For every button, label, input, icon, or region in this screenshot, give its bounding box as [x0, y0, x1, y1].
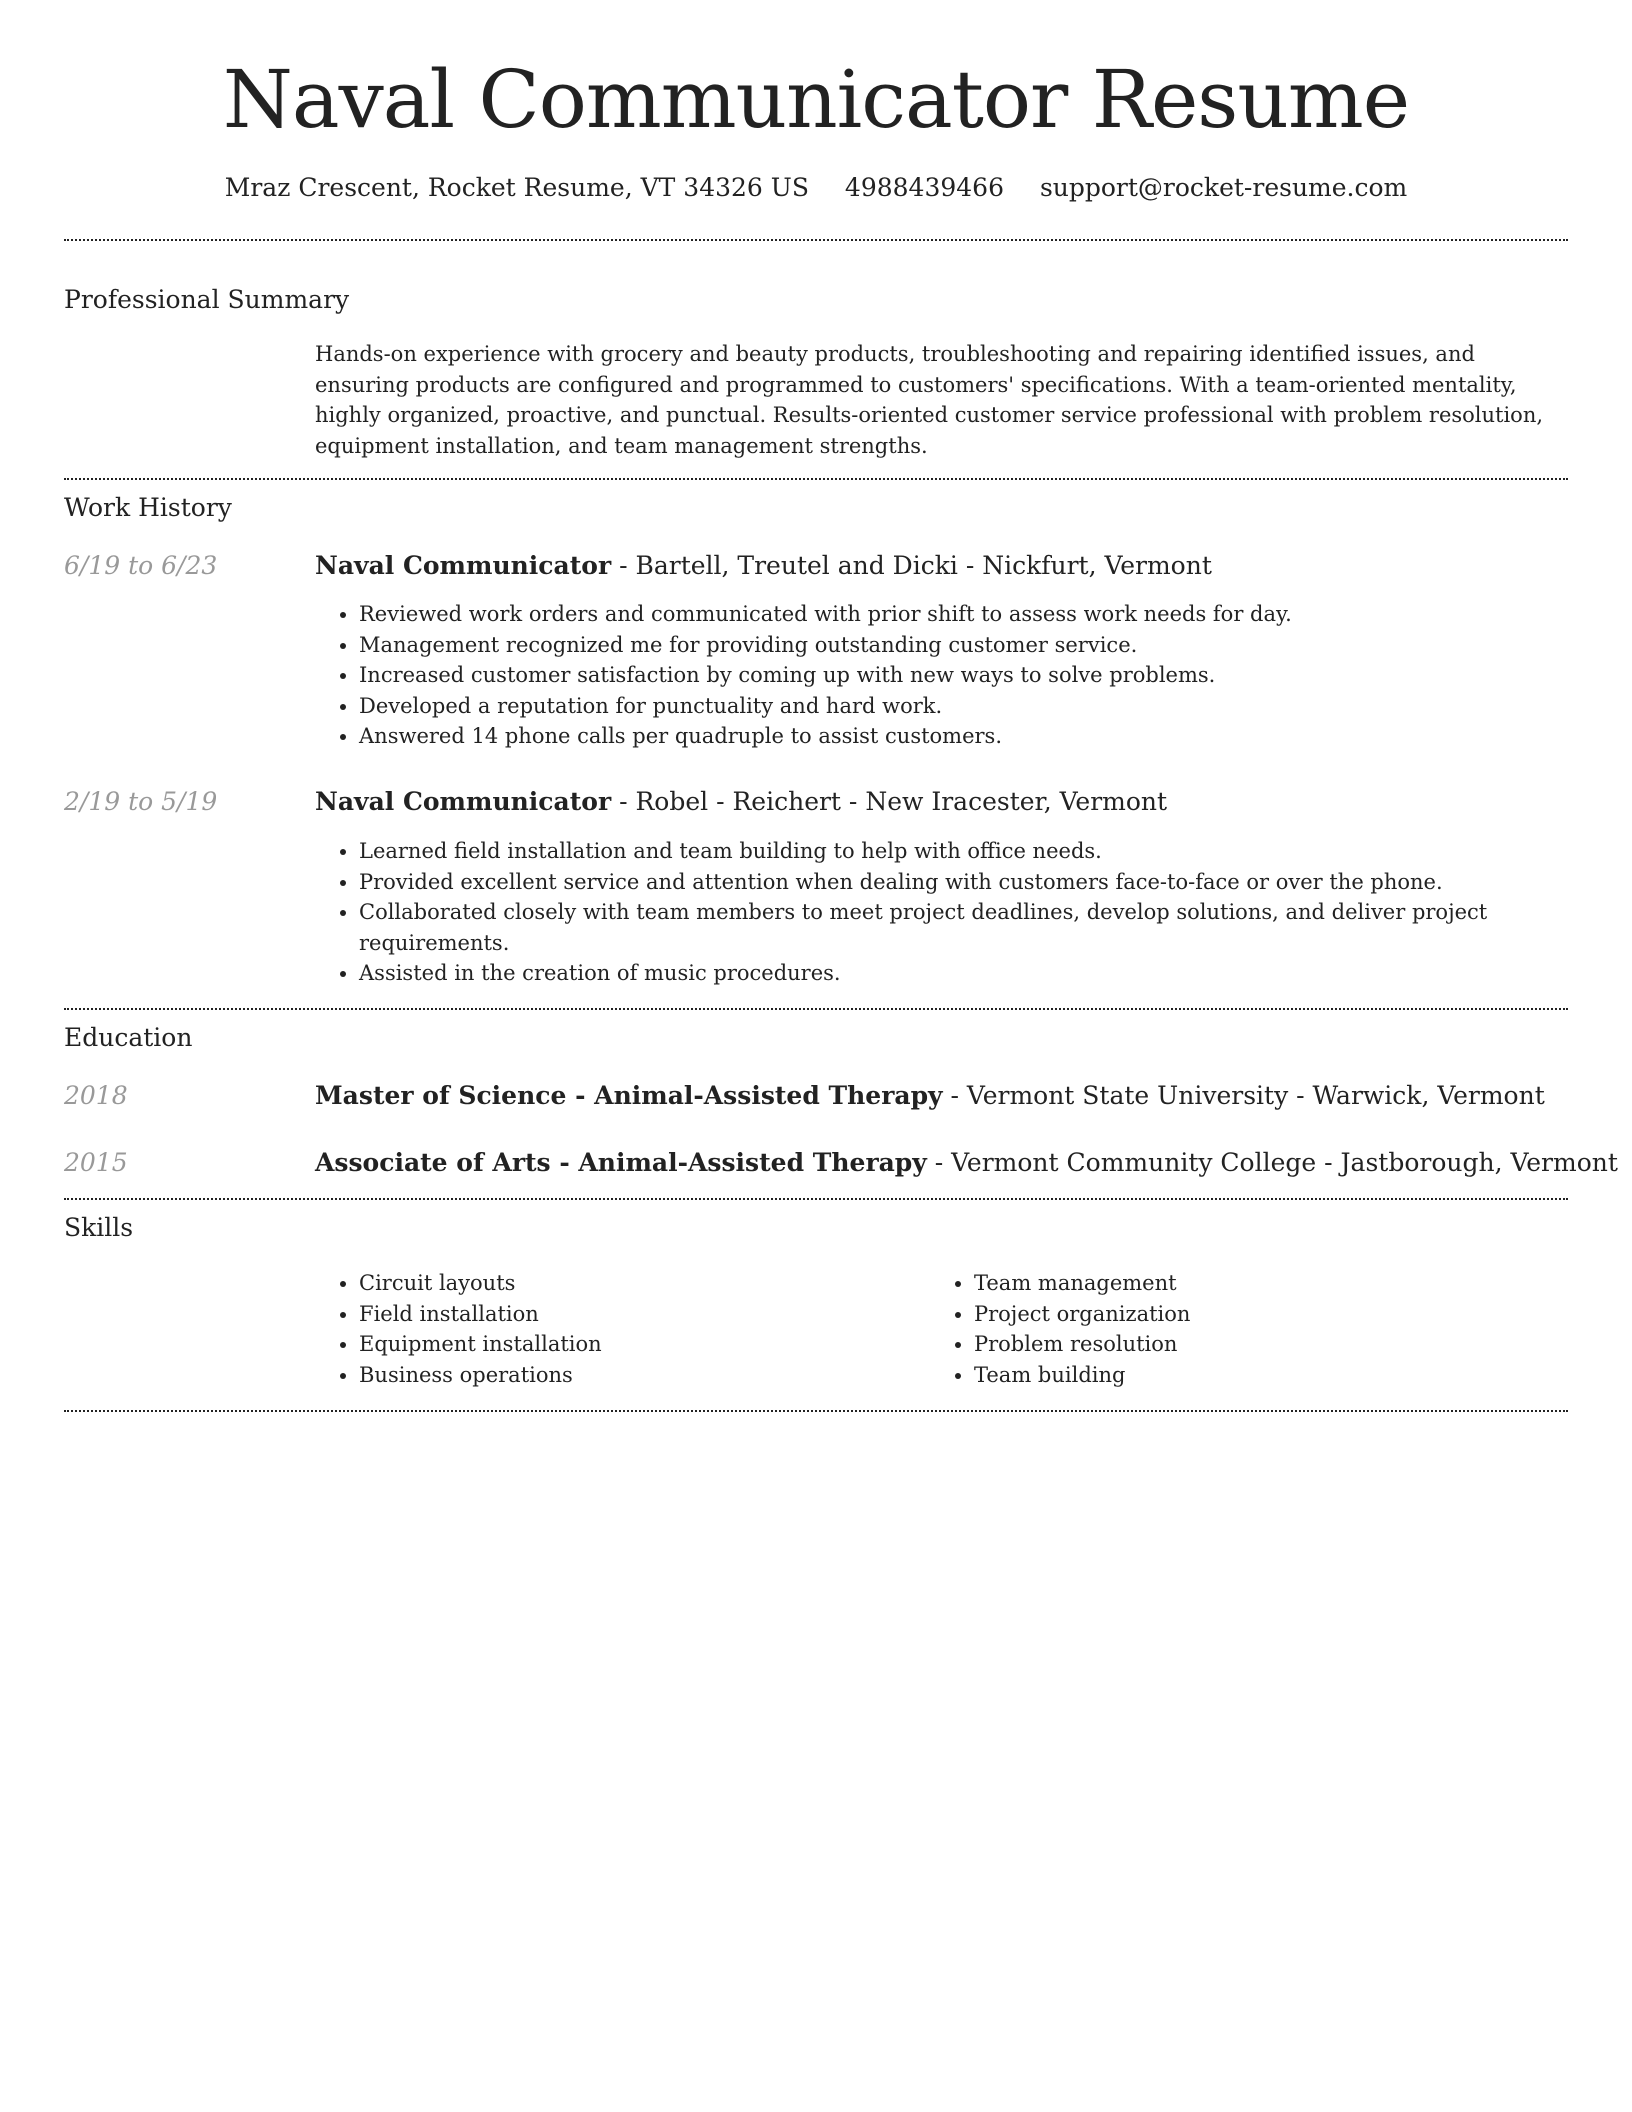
education-entry: [315, 1145, 1618, 1181]
job-bullets: [315, 836, 1559, 989]
list-item: • Increased customer satisfaction by coming up with new ways to solve problems.: [359, 660, 1559, 691]
list-item: • Project organization: [974, 1299, 1534, 1330]
list-item: • Team building: [974, 1360, 1534, 1391]
job-details: - Robel - Reichert - New Iracester, Vermont: [611, 787, 1168, 816]
resume-title: Naval Communicator Resume: [222, 53, 1410, 146]
section-divider: [64, 1008, 1568, 1010]
education-degree: Master of Science - Animal-Assisted Therapy: [315, 1081, 943, 1110]
contact-phone: 4988439466: [844, 173, 1004, 202]
job-role: Naval Communicator: [315, 787, 612, 816]
contact-email: support@rocket-resume.com: [1039, 173, 1408, 202]
list-item: • Equipment installation: [359, 1329, 919, 1360]
list-item: • Reviewed work orders and communicated with prior shift to assess work needs for day.: [359, 599, 1559, 630]
summary-heading: Professional Summary: [64, 285, 350, 314]
education-details: - Vermont Community College - Jastborough, Vermont: [926, 1148, 1618, 1177]
job-details: - Bartell, Treutel and Dicki - Nickfurt, Vermont: [611, 551, 1212, 580]
list-item: • Business operations: [359, 1360, 919, 1391]
skills-heading: Skills: [64, 1213, 134, 1242]
contact-line: [0, 168, 1632, 208]
list-item: • Field installation: [359, 1299, 919, 1330]
list-item: • Management recognized me for providing outstanding customer service.: [359, 630, 1559, 661]
job-dates: 2/19 to 5/19: [64, 787, 218, 816]
list-item: • Assisted in the creation of music procedures.: [359, 958, 1559, 989]
education-degree: Associate of Arts - Animal-Assisted Therapy: [315, 1148, 927, 1177]
list-item: • Circuit layouts: [359, 1268, 919, 1299]
contact-address: Mraz Crescent, Rocket Resume, VT 34326 US: [224, 173, 809, 202]
summary-text: Hands-on experience with grocery and beauty products, troubleshooting and repairing identified issues, and ensuring products are configured and programmed to customers' specifications. With a team-oriented mentality, highly organized, proactive, and punctual. Results-oriented customer service professional with problem resolution, equipment installation, and team management strengths.: [315, 342, 1544, 458]
list-item: • Problem resolution: [974, 1329, 1534, 1360]
education-details: - Vermont State University - Warwick, Vermont: [942, 1081, 1545, 1110]
education-year: 2015: [64, 1148, 128, 1177]
section-divider: [64, 1198, 1568, 1200]
list-item: • Developed a reputation for punctuality and hard work.: [359, 691, 1559, 722]
section-divider: [64, 239, 1568, 241]
list-item: • Collaborated closely with team members to meet project deadlines, develop solutions, and deliver project requirements.: [359, 897, 1559, 958]
section-divider: [64, 478, 1568, 480]
job-title: [315, 548, 1212, 584]
job-role: Naval Communicator: [315, 551, 612, 580]
list-item: • Answered 14 phone calls per quadruple to assist customers.: [359, 721, 1559, 752]
education-entry: [315, 1078, 1545, 1114]
list-item: • Provided excellent service and attention when dealing with customers face-to-face or over the phone.: [359, 867, 1559, 898]
job-bullets: [315, 599, 1559, 752]
skills-list-left: [315, 1268, 919, 1390]
section-divider: [64, 1410, 1568, 1412]
education-year: 2018: [64, 1081, 128, 1110]
work-history-heading: Work History: [64, 493, 232, 522]
education-heading: Education: [64, 1023, 193, 1052]
skills-list-right: [930, 1268, 1534, 1390]
job-title: [315, 784, 1167, 820]
list-item: • Learned field installation and team building to help with office needs.: [359, 836, 1559, 867]
job-dates: 6/19 to 6/23: [64, 551, 218, 580]
list-item: • Team management: [974, 1268, 1534, 1299]
